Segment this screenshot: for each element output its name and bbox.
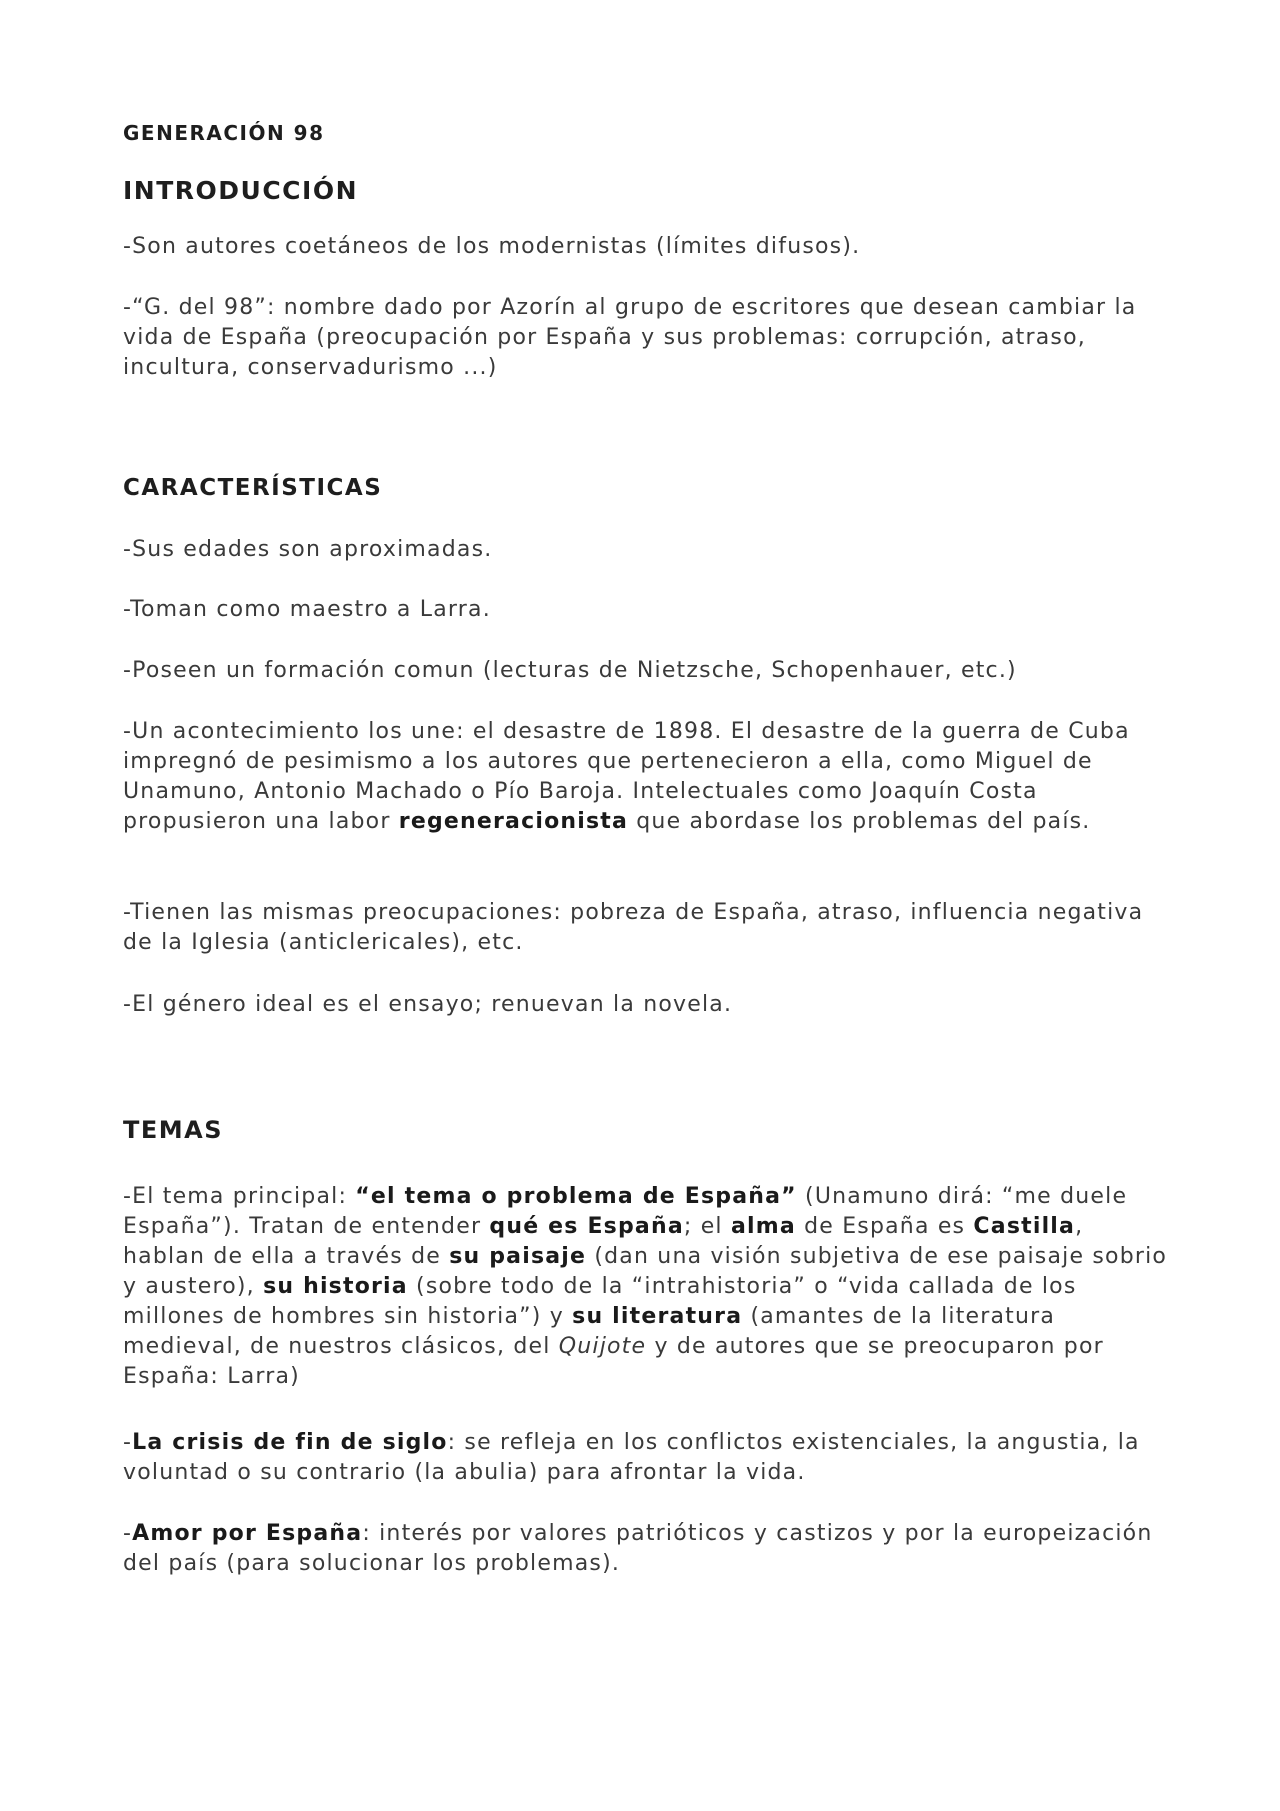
bold-term: qué es España	[489, 1214, 684, 1239]
section-heading-temas: TEMAS	[123, 1116, 224, 1144]
caracteristicas-paragraph-4	[123, 717, 1173, 837]
text-run: (sobre todo de la “intrahistoria” o “vida callada de los millones de hombres sin historia”) y	[123, 1274, 1077, 1329]
text-run: ; el	[683, 1214, 731, 1239]
temas-paragraph-3	[123, 1519, 1173, 1579]
text-run: y de autores que se preocuparon por España: Larra)	[123, 1334, 1104, 1389]
bold-term: Amor por España	[132, 1521, 363, 1546]
bold-term-regeneracionista: regeneracionista	[398, 809, 629, 834]
text-run: (dan una visión subjetiva de ese paisaje sobrio y austero),	[123, 1244, 1168, 1299]
caracteristicas-paragraph-6: -El género ideal es el ensayo; renuevan la novela.	[123, 992, 733, 1017]
bold-term: Castilla	[973, 1214, 1076, 1239]
bold-term: su historia	[263, 1274, 408, 1299]
text-run: de España es	[795, 1214, 974, 1239]
caracteristicas-paragraph-3: -Poseen un formación comun (lecturas de Nietzsche, Schopenhauer, etc.)	[123, 658, 1017, 683]
text-run: -	[123, 1521, 133, 1546]
text-run: -Un acontecimiento los une: el desastre de 1898. El desastre de la guerra de Cuba impregnó de pesimismo a los autores que pertenecieron a ella, como Miguel de Unamuno, Antonio Machado o Pío Baroja. Intelectuales como Joaquín Costa propusieron una labor	[123, 719, 1130, 834]
text-run: que abordase los problemas del país.	[628, 809, 1091, 834]
temas-paragraph-2	[123, 1428, 1173, 1488]
section-heading-introduccion: INTRODUCCIÓN	[123, 176, 359, 205]
document-title: GENERACIÓN 98	[123, 121, 325, 145]
text-run: -	[123, 1430, 133, 1455]
caracteristicas-paragraph-1: -Sus edades son aproximadas.	[123, 537, 493, 562]
intro-paragraph-1: -Son autores coetáneos de los modernistas (límites difusos).	[123, 234, 861, 259]
bold-term: “el tema o problema de España”	[355, 1184, 797, 1209]
bold-term: alma	[730, 1214, 796, 1239]
bold-term: su paisaje	[449, 1244, 587, 1269]
temas-paragraph-1	[123, 1182, 1173, 1392]
text-run: : se refleja en los conflictos existenciales, la angustia, la voluntad o su contrario (la abulia) para afrontar la vida.	[123, 1430, 1140, 1485]
caracteristicas-paragraph-2: -Toman como maestro a Larra.	[123, 597, 491, 622]
intro-paragraph-2: -“G. del 98”: nombre dado por Azorín al grupo de escritores que desean cambiar la vida de España (preocupación por España y sus problemas: corrupción, atraso, incultura, conservadurismo ...)	[123, 295, 1137, 380]
text-run: (amantes de la literatura medieval, de nuestros clásicos, del	[123, 1304, 1056, 1359]
text-run: , hablan de ella a través de	[123, 1214, 1084, 1269]
text-run: (Unamuno dirá: “me duele España”). Tratan de entender	[123, 1184, 1128, 1239]
text-run: : interés por valores patrióticos y castizos y por la europeización del país (para solucionar los problemas).	[123, 1521, 1153, 1576]
italic-title: Quijote	[558, 1334, 647, 1359]
text-run: -El tema principal:	[123, 1184, 356, 1209]
bold-term: su literatura	[572, 1304, 743, 1329]
section-heading-caracteristicas: CARACTERÍSTICAS	[123, 475, 383, 501]
caracteristicas-paragraph-5: -Tienen las mismas preocupaciones: pobreza de España, atraso, influencia negativa de la Iglesia (anticlericales), etc.	[123, 900, 1144, 955]
bold-term: La crisis de fin de siglo	[132, 1430, 448, 1455]
